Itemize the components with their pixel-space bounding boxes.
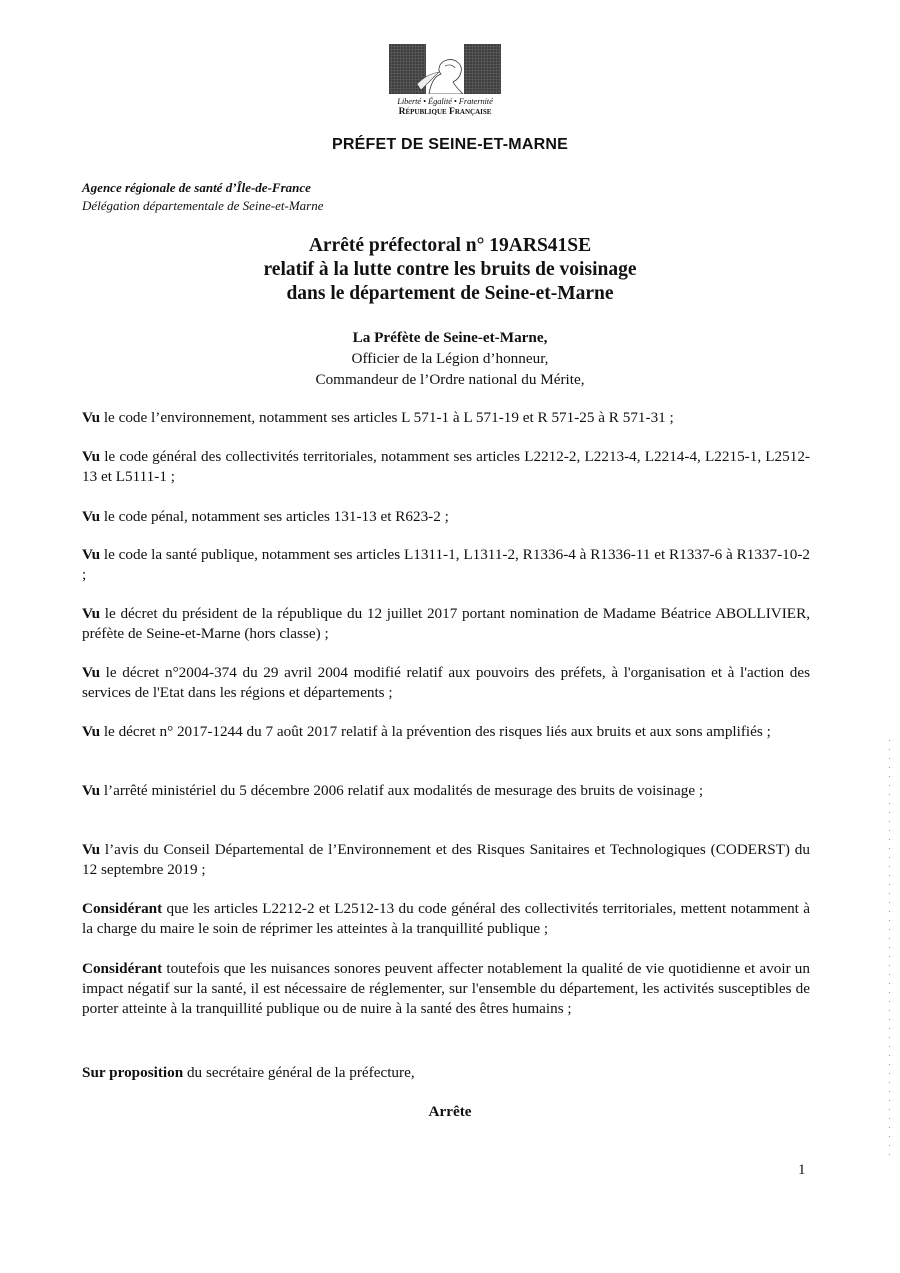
paragraph [82,408,810,428]
paragraph-text: l’avis du Conseil Départemental de l’Environnement et des Risques Sanitaires et Technologiques (CODERST) du 12 septembre 2019 ; [82,841,810,878]
paragraph [82,1063,810,1083]
page-number: 1 [798,1162,806,1178]
paragraph-text: le code la santé publique, notamment ses articles L1311-1, L1311-2, R1336-4 à R1336-11 et R1337-6 à R1337-10-2 ; [82,546,810,583]
paragraph [82,959,810,1018]
signer-block [0,327,900,390]
paragraph [82,781,810,801]
paragraph-lead: Vu [82,448,101,465]
paragraph-lead: Vu [82,723,101,740]
paragraph-lead: Vu [82,546,101,563]
paragraph-text: le code pénal, notamment ses articles 131-13 et R623-2 ; [100,508,449,525]
paragraph [82,899,810,939]
paragraph-text: le décret n° 2017-1244 du 7 août 2017 relatif à la prévention des risques liés aux bruits et aux sons amplifiés ; [100,723,771,740]
paragraph-lead: Vu [82,605,101,622]
paragraph [82,840,810,880]
document-title [0,234,900,306]
marianne-logo [380,44,510,128]
paragraph [82,663,810,703]
paragraph-text: le code général des collectivités territoriales, notamment ses articles L2212-2, L2213-4, L2214-4, L2215-1, L2512-13 et L5111-1 ; [82,448,810,485]
paragraph-lead: Considérant [82,900,163,917]
paragraph-lead: Vu [82,841,101,858]
paragraph [82,507,810,527]
paragraph-lead: Vu [82,664,101,681]
paragraph-text: l’arrêté ministériel du 5 décembre 2006 relatif aux modalités de mesurage des bruits de voisinage ; [100,782,704,799]
paragraph [82,447,810,487]
paragraph-text: que les articles L2212-2 et L2512-13 du code général des collectivités territoriales, mettent notamment à la charge du maire le soin de réprimer les atteintes à la tranquillité publique ; [82,900,810,937]
agency-delegation: Délégation départementale de Seine-et-Marne [82,198,324,213]
title-line-2: relatif à la lutte contre les bruits de voisinage [263,259,637,280]
paragraph [82,722,810,742]
title-line-3: dans le département de Seine-et-Marne [286,283,614,304]
paragraph-text: le décret n°2004-374 du 29 avril 2004 modifié relatif aux pouvoirs des préfets, à l'organisation et à l'action des services de l'Etat dans les régions et départements ; [82,664,810,701]
paragraph-lead: Vu [82,508,101,525]
paragraph [82,604,810,644]
paragraph-text: le code l’environnement, notamment ses articles L 571-1 à L 571-19 et R 571-25 à R 571-31 ; [100,409,674,426]
marianne-emblem-icon [389,44,501,94]
paragraph-text: du secrétaire général de la préfecture, [183,1064,415,1081]
paragraph-text: le décret du président de la république du 12 juillet 2017 portant nomination de Madame Béatrice ABOLLIVIER, préfète de Seine-et-Marne (hors classe) ; [82,605,810,642]
paragraph [82,545,810,585]
agency-name: Agence régionale de santé d’Île-de-France [82,180,311,195]
title-line-1: Arrêté préfectoral n° 19ARS41SE [308,235,592,256]
paragraph-lead: Sur proposition [82,1064,184,1081]
paragraph-lead: Vu [82,409,101,426]
scan-artifact [889,740,890,1160]
paragraph-text: toutefois que les nuisances sonores peuvent affecter notablement la qualité de vie quotidienne et avoir un impact négatif sur la santé, il est nécessaire de réglementer, sur l'ensemble du département, les activités susceptibles de porter atteinte à la tranquillité publique ou de nuire à la santé des êtres humains ; [82,960,810,1017]
signer-title-2: Commandeur de l’Ordre national du Mérite, [315,371,585,388]
paragraph-lead: Vu [82,782,101,799]
signer-title-1: Officier de la Légion d’honneur, [351,350,549,367]
prefet-heading: PRÉFET DE SEINE-ET-MARNE [332,136,568,153]
signer-name: La Préfète de Seine-et-Marne, [352,329,548,346]
agency-block [82,179,324,215]
republic-name: République Française [398,107,492,117]
paragraph-lead: Considérant [82,960,163,977]
decision-heading: Arrête [428,1103,472,1120]
republic-motto: Liberté • Égalité • Fraternité [397,96,493,106]
